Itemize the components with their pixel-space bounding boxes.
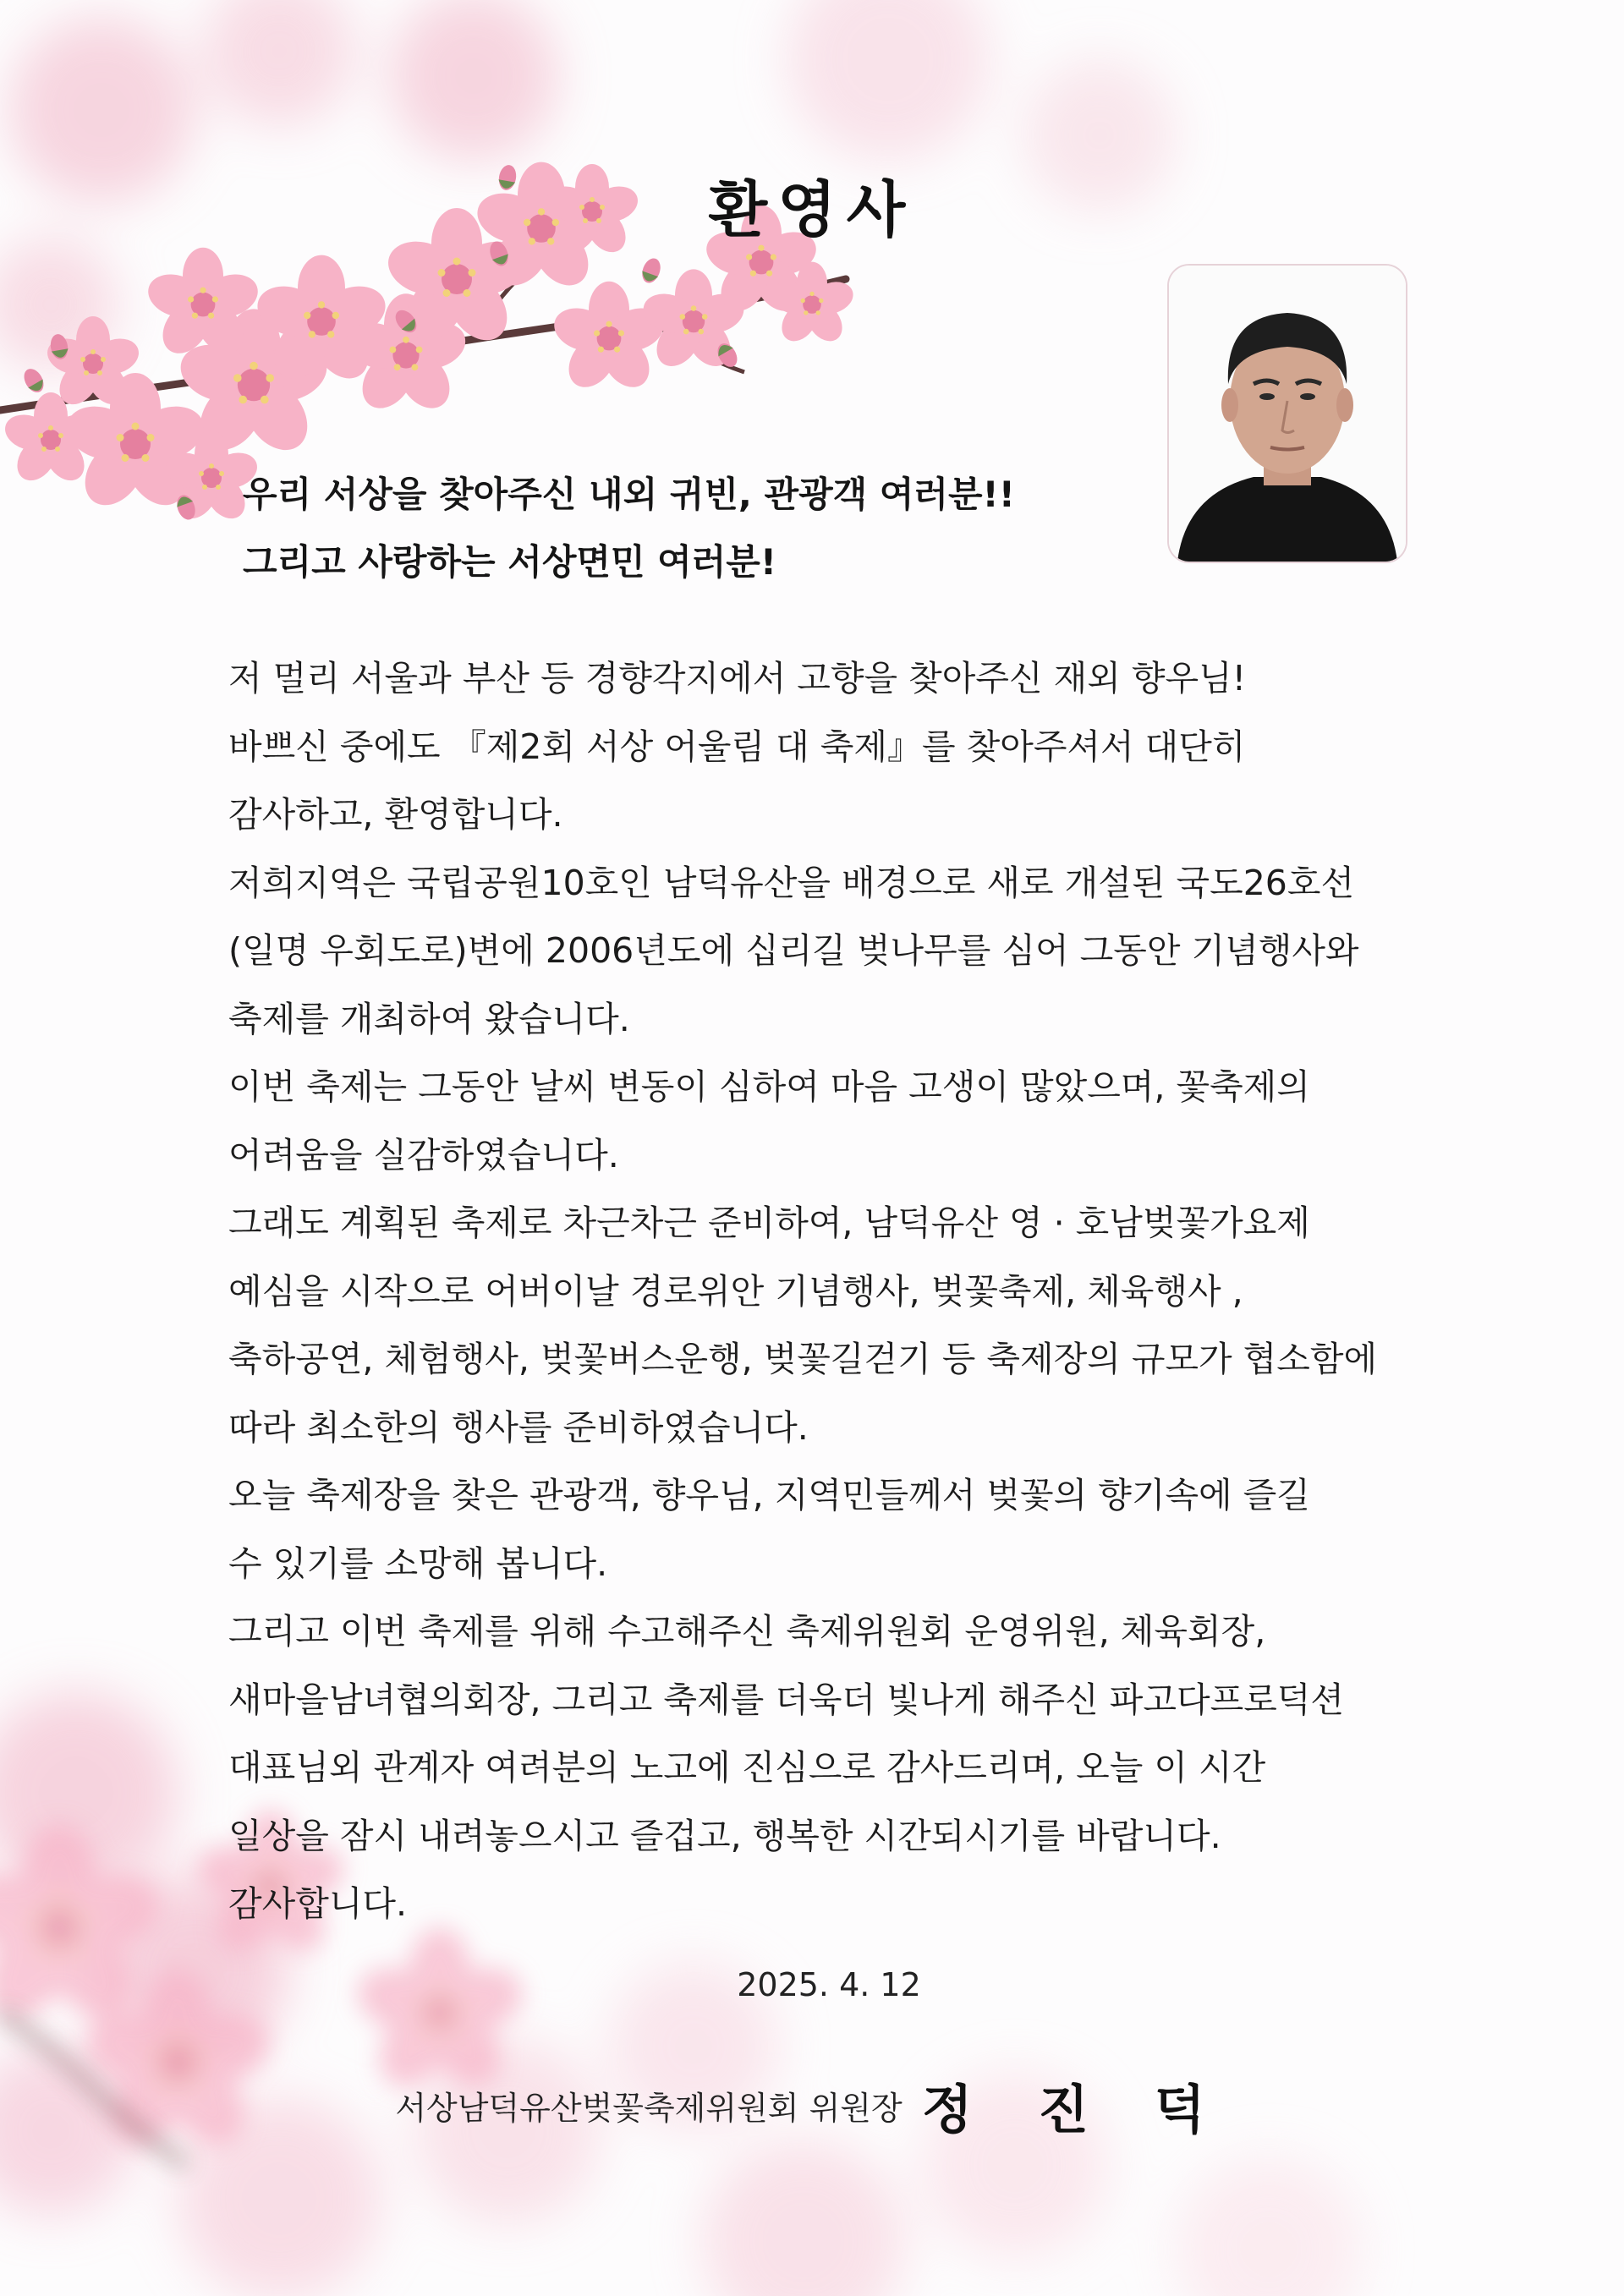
body-line: 축하공연, 체험행사, 벚꽃버스운행, 벚꽃길걷기 등 축제장의 규모가 협소함에 bbox=[228, 1339, 1378, 1379]
body-line: 어려움을 실감하였습니다. bbox=[228, 1134, 619, 1175]
greeting-line-2: 그리고 사랑하는 서상면민 여러분! bbox=[243, 541, 777, 583]
portrait-image bbox=[1169, 266, 1406, 562]
greeting-line-1: 우리 서상을 찾아주신 내외 귀빈, 관광객 여러분!! bbox=[243, 474, 1015, 515]
body-line: 저희지역은 국립공원10호인 남덕유산을 배경으로 새로 개설된 국도26호선 bbox=[228, 862, 1355, 903]
body-line: 오늘 축제장을 찾은 관광객, 향우님, 지역민들께서 벚꽃의 향기속에 즐길 bbox=[228, 1475, 1310, 1515]
body-line: 수 있기를 소망해 봅니다. bbox=[228, 1543, 608, 1584]
page-title: 환영사 bbox=[708, 174, 916, 245]
body-line: (일명 우회도로)변에 2006년도에 십리길 벚나무를 심어 그동안 기념행사와 bbox=[228, 930, 1359, 971]
body-line: 그리고 이번 축제를 위해 수고해주신 축제위원회 운영위원, 체육회장, bbox=[228, 1611, 1266, 1652]
greeting bbox=[243, 461, 1156, 596]
body-line: 감사합니다. bbox=[228, 1883, 408, 1924]
body-line: 일상을 잠시 내려놓으시고 즐겁고, 행복한 시간되시기를 바랍니다. bbox=[228, 1815, 1221, 1856]
letter-date: 2025. 4. 12 bbox=[737, 1966, 921, 2003]
signature-name: 정 진 덕 bbox=[921, 2079, 1229, 2140]
body-line: 이번 축제는 그동안 날씨 변동이 심하여 마음 고생이 많았으며, 꽃축제의 bbox=[228, 1066, 1310, 1107]
body-line: 감사하고, 환영합니다. bbox=[228, 794, 563, 835]
body-line: 예심을 시작으로 어버이날 경로위안 기념행사, 벚꽃축제, 체육행사 , bbox=[228, 1270, 1243, 1312]
signature-organization: 서상남덕유산벚꽃축제위원회 위원장 bbox=[395, 2090, 903, 2127]
body-line: 저 멀리 서울과 부산 등 경향각지에서 고향을 찾아주신 재외 향우님! bbox=[228, 658, 1247, 699]
body-line: 따라 최소한의 행사를 준비하였습니다. bbox=[228, 1406, 809, 1448]
body-line: 축제를 개최하여 왔습니다. bbox=[228, 998, 630, 1039]
welcome-message-body bbox=[228, 644, 1421, 1938]
signature-block bbox=[0, 2068, 1624, 2143]
chairman-portrait bbox=[1167, 264, 1407, 563]
body-line: 바쁘신 중에도 『제2회 서상 어울림 대 축제』를 찾아주셔서 대단히 bbox=[228, 726, 1246, 767]
body-line: 그래도 계획된 축제로 차근차근 준비하여, 남덕유산 영 · 호남벚꽃가요제 bbox=[228, 1203, 1310, 1243]
body-line: 대표님외 관계자 여려분의 노고에 진심으로 감사드리며, 오늘 이 시간 bbox=[228, 1747, 1266, 1788]
body-line: 새마을남녀협의회장, 그리고 축제를 더욱더 빛나게 해주신 파고다프로덕션 bbox=[228, 1679, 1345, 1720]
